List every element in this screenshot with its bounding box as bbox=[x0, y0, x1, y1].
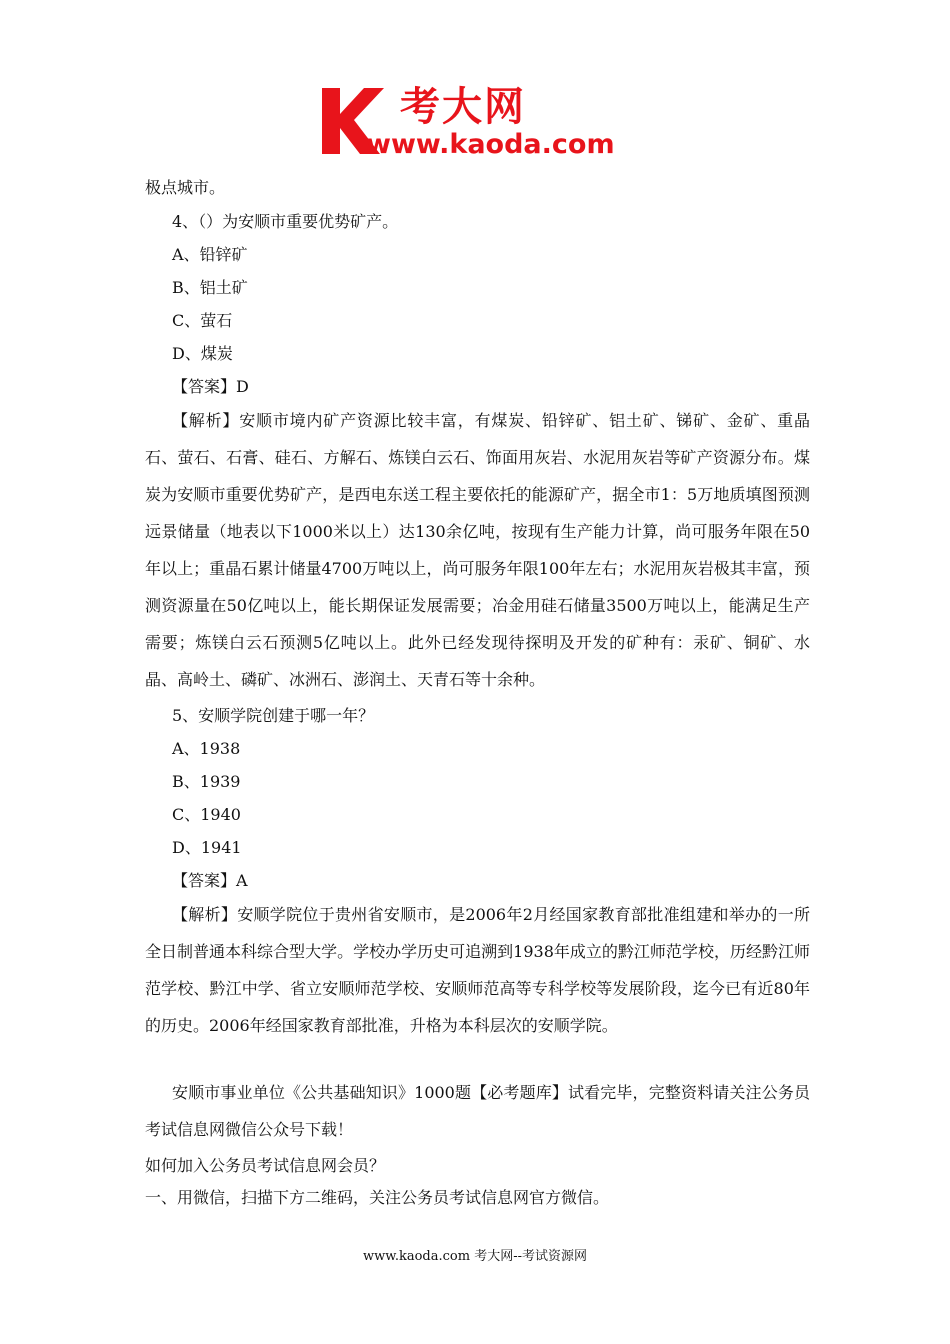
join-title: 如何加入公务员考试信息网会员？ bbox=[145, 1156, 386, 1175]
question-4: 4、（）为安顺市重要优势矿产。 bbox=[172, 212, 399, 231]
logo-brand-cn: 考大网 bbox=[400, 84, 526, 130]
q5-option-c: C、1940 bbox=[172, 805, 241, 824]
q4-answer: 【答案】D bbox=[172, 377, 249, 396]
q5-answer: 【答案】A bbox=[172, 871, 248, 890]
logo-brand-url: www.kaoda.com bbox=[366, 129, 615, 160]
q4-option-c: C、萤石 bbox=[172, 311, 233, 330]
prev-paragraph-end: 极点城市。 bbox=[145, 178, 226, 197]
join-step-1: 一、用微信，扫描下方二维码，关注公务员考试信息网官方微信。 bbox=[145, 1188, 610, 1207]
q4-analysis: 【解析】安顺市境内矿产资源比较丰富，有煤炭、铅锌矿、铝土矿、锑矿、金矿、重晶石、萤石、石膏、硅石、方解石、炼镁白云石、饰面用灰岩、水泥用灰岩等矿产资源分布。煤炭为安顺市重要优势矿产，是西电东送工程主要依托的能源矿产，据全市1：5万地质填图预测远景储量（地表以下1000米以上）达130余亿吨，按现有生产能力计算，尚可服务年限在50年以上；重晶石累计储量4700万吨以上，尚可服务年限100年左右；水泥用灰岩极其丰富，预测资源量在50亿吨以上，能长期保证发展需要；冶金用硅石储量3500万吨以上，能满足生产需要；炼镁白云石预测5亿吨以上。此外已经发现待探明及开发的矿种有：汞矿、铜矿、水晶、高岭土、磷矿、冰洲石、澎润土、天青石等十余种。 bbox=[145, 411, 810, 689]
question-5: 5、安顺学院创建于哪一年？ bbox=[172, 706, 375, 725]
q4-option-d: D、煤炭 bbox=[172, 344, 233, 363]
closing-note: 安顺市事业单位《公共基础知识》1000题【必考题库】试看完毕，完整资料请关注公务员考试信息网微信公众号下载！ bbox=[145, 1083, 810, 1139]
q4-option-a: A、铅锌矿 bbox=[172, 245, 248, 264]
q5-option-a: A、1938 bbox=[172, 739, 241, 758]
q5-option-b: B、1939 bbox=[172, 772, 241, 791]
page-footer: www.kaoda.com 考大网--考试资源网 bbox=[363, 1249, 587, 1264]
kaoda-logo bbox=[316, 84, 646, 164]
q5-analysis: 【解析】安顺学院位于贵州省安顺市，是2006年2月经国家教育部批准组建和举办的一所全日制普通本科综合型大学。学校办学历史可追溯到1938年成立的黔江师范学校，历经黔江师范学校、黔江中学、省立安顺师范学校、安顺师范高等专科学校等发展阶段，迄今已有近80年的历史。2006年经国家教育部批准，升格为本科层次的安顺学院。 bbox=[145, 905, 810, 1035]
q4-option-b: B、铝土矿 bbox=[172, 278, 248, 297]
q5-option-d: D、1941 bbox=[172, 838, 242, 857]
